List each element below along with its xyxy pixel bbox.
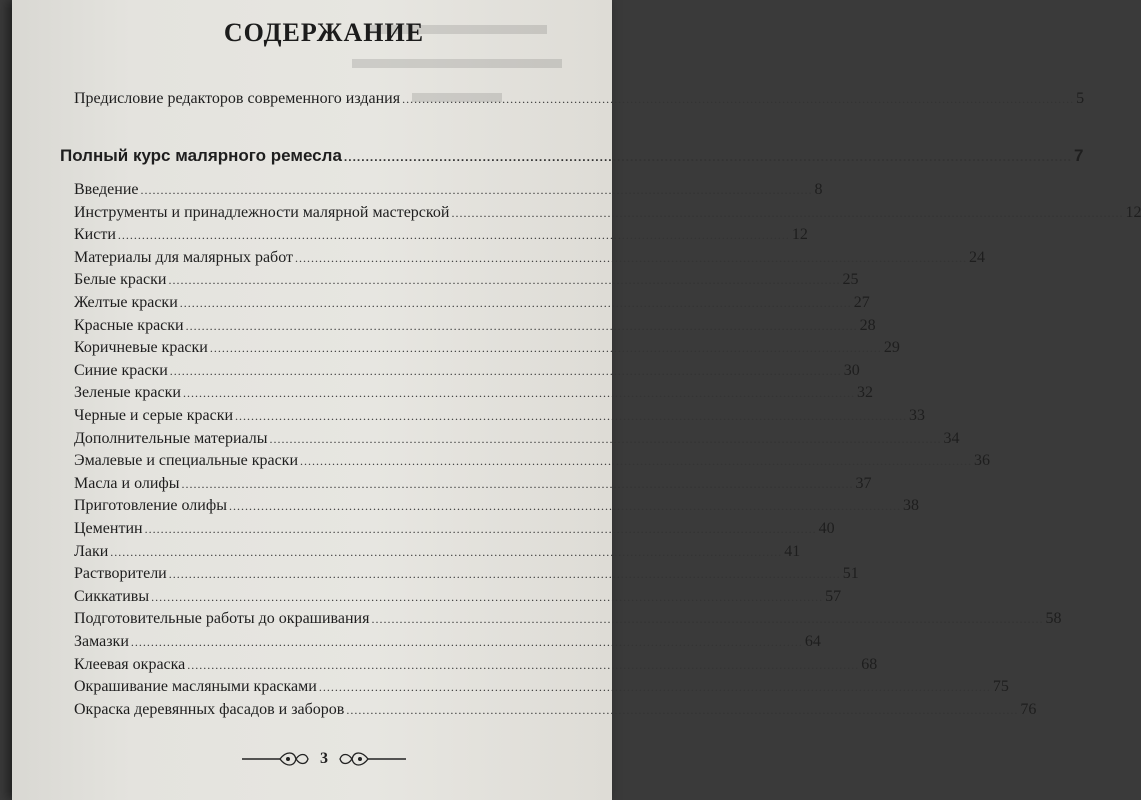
dot-leader bbox=[451, 206, 1123, 221]
ornament-left-icon bbox=[240, 748, 310, 770]
toc-entry-page: 34 bbox=[943, 429, 960, 447]
toc-entry bbox=[74, 429, 960, 448]
toc-entry-label: Окрашивание масляными красками bbox=[74, 678, 317, 696]
toc-entry bbox=[74, 384, 873, 402]
toc-entry bbox=[74, 294, 870, 312]
toc-entry-label: Коричневые краски bbox=[74, 339, 208, 357]
dot-leader bbox=[180, 296, 852, 311]
toc-entry bbox=[74, 361, 860, 380]
toc-entry-label: Замазки bbox=[74, 633, 129, 650]
toc-entry-label: Синие краски bbox=[74, 361, 168, 379]
toc-entry-label: Сиккативы bbox=[74, 587, 150, 605]
toc-entry-label: Кисти bbox=[74, 226, 116, 244]
toc-entry-page: 12 bbox=[1125, 203, 1141, 221]
toc-entry-page: 8 bbox=[814, 181, 823, 198]
toc-entry-label: Подготовительные работы до окрашивания bbox=[74, 610, 370, 628]
toc-entry bbox=[74, 248, 985, 267]
toc-entry-label: Материалы для малярных работ bbox=[74, 248, 293, 266]
dot-leader bbox=[169, 567, 841, 582]
dot-leader bbox=[270, 432, 942, 447]
dot-leader bbox=[402, 92, 1074, 107]
page-footer bbox=[12, 744, 636, 774]
toc-entry-label: Окраска деревянных фасадов и заборов bbox=[74, 700, 345, 718]
toc-entry-label: Клеевая окраска bbox=[74, 655, 186, 673]
toc-entry-page: 30 bbox=[843, 361, 860, 379]
toc-entry-page: 36 bbox=[974, 452, 991, 470]
toc-entry bbox=[74, 474, 872, 493]
toc-entry-page: 28 bbox=[859, 316, 876, 334]
page-number: 3 bbox=[320, 750, 328, 767]
dot-leader bbox=[110, 545, 782, 560]
toc-entry bbox=[74, 700, 1037, 719]
toc-entry-label: Введение bbox=[74, 181, 139, 198]
dot-leader bbox=[145, 522, 817, 537]
toc-entry-label: Зеленые краски bbox=[74, 384, 181, 402]
toc-entry-page: 5 bbox=[1076, 90, 1085, 107]
toc-entry-label: Цементин bbox=[74, 520, 143, 537]
toc-entry-label: Дополнительные материалы bbox=[74, 429, 268, 447]
dot-leader bbox=[182, 477, 854, 492]
book-page bbox=[12, 0, 1141, 800]
toc-entry-page: 24 bbox=[968, 248, 985, 266]
toc-entry bbox=[74, 655, 878, 674]
toc-entry bbox=[74, 565, 859, 583]
dot-leader bbox=[170, 364, 842, 379]
dot-leader bbox=[295, 251, 967, 266]
toc-entry bbox=[74, 633, 821, 651]
toc-entry bbox=[74, 226, 808, 244]
toc-entry-page: 33 bbox=[909, 407, 926, 424]
toc-entry-page: 29 bbox=[883, 339, 900, 357]
dot-leader bbox=[210, 341, 882, 356]
toc-entry-label: Растворители bbox=[74, 565, 167, 583]
toc-entry bbox=[74, 407, 926, 425]
dot-leader bbox=[300, 454, 972, 469]
toc-entry-page: 27 bbox=[853, 294, 870, 311]
toc-entry-page: 41 bbox=[784, 542, 801, 560]
toc-entry-label: Предисловие редакторов современного издания bbox=[74, 90, 401, 107]
toc-entry bbox=[74, 316, 876, 335]
dot-leader bbox=[141, 183, 813, 198]
dot-leader bbox=[131, 635, 803, 650]
toc-entry-page: 25 bbox=[842, 271, 859, 289]
toc-entry-preface bbox=[74, 90, 1085, 108]
toc-entry bbox=[74, 520, 835, 538]
toc-entry-page: 64 bbox=[804, 633, 821, 650]
toc-entry bbox=[74, 678, 1009, 696]
bleed-through-decoration: ▬▬▬▬▬▬ ▬▬▬▬▬▬▬ ▬▬▬ bbox=[352, 8, 562, 109]
toc-entry bbox=[74, 452, 991, 470]
toc-entry-page: 37 bbox=[855, 474, 872, 492]
toc-entry-page: 75 bbox=[992, 678, 1009, 696]
dot-leader bbox=[344, 150, 1072, 164]
toc-entry bbox=[74, 203, 1141, 222]
toc-entry-page: 38 bbox=[902, 497, 919, 515]
toc-entry bbox=[74, 497, 919, 515]
toc-entry bbox=[74, 610, 1062, 628]
toc-entry-page: 40 bbox=[818, 520, 835, 537]
toc-entry-page: 58 bbox=[1045, 610, 1062, 628]
dot-leader bbox=[229, 499, 901, 514]
toc-entry-page: 57 bbox=[825, 587, 842, 605]
toc-entry-page: 32 bbox=[856, 384, 873, 402]
toc-entry-page: 76 bbox=[1020, 700, 1037, 718]
toc-entry-label: Желтые краски bbox=[74, 294, 178, 311]
dot-leader bbox=[235, 409, 907, 424]
page-title: СОДЕРЖАНИЕ bbox=[223, 18, 425, 47]
toc-entry-label: Полный курс малярного ремесла bbox=[60, 146, 342, 165]
toc-entry-page: 12 bbox=[791, 226, 808, 244]
toc-entry-page: 68 bbox=[861, 655, 878, 673]
toc-entry-label: Красные краски bbox=[74, 316, 184, 334]
dot-leader bbox=[371, 612, 1043, 627]
toc-entry-part bbox=[60, 146, 1084, 166]
toc-entry-page: 51 bbox=[842, 565, 859, 583]
toc-entry-page: 7 bbox=[1074, 146, 1084, 165]
dot-leader bbox=[118, 228, 790, 243]
ornament-right-icon bbox=[338, 748, 408, 770]
toc-entry-label: Инструменты и принадлежности малярной мастерской bbox=[74, 203, 450, 221]
toc-entry bbox=[74, 542, 801, 561]
toc-entry bbox=[74, 181, 823, 199]
toc-entry-label: Эмалевые и специальные краски bbox=[74, 452, 299, 470]
dot-leader bbox=[168, 273, 840, 288]
dot-leader bbox=[319, 680, 991, 695]
toc-entry bbox=[74, 587, 842, 606]
toc-entry-label: Приготовление олифы bbox=[74, 497, 227, 515]
toc-entry-label: Лаки bbox=[74, 542, 109, 560]
dot-leader bbox=[186, 319, 858, 334]
toc-entry-label: Масла и олифы bbox=[74, 474, 180, 492]
dot-leader bbox=[346, 703, 1018, 718]
dot-leader bbox=[183, 386, 855, 401]
toc-entry bbox=[74, 339, 900, 357]
toc-entry-label: Белые краски bbox=[74, 271, 167, 289]
dot-leader bbox=[187, 658, 859, 673]
toc-entry bbox=[74, 271, 859, 289]
toc-entry-label: Черные и серые краски bbox=[74, 407, 234, 424]
dot-leader bbox=[151, 590, 823, 605]
